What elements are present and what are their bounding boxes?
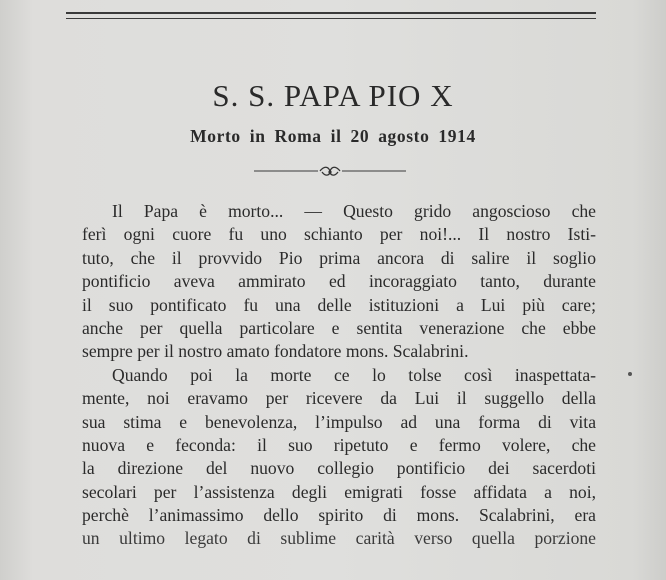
text-line: sempre per il nostro amato fondatore mons. Scalabrini. xyxy=(82,341,469,362)
text-line: Quando poi la morte ce lo tolse così inaspettata- xyxy=(112,364,596,385)
text-line: la direzione del nuovo collegio pontificio dei sacerdoti xyxy=(82,458,596,479)
text-line: ferì ogni cuore fu uno schianto per noi!... Il nostro Isti- xyxy=(82,224,596,245)
paragraph-1 xyxy=(82,200,596,364)
top-double-rule-upper xyxy=(66,12,596,14)
text-line: nuova e feconda: il suo ripetuto e fermo volere, che xyxy=(82,434,596,455)
text-line: perchè l’animassimo dello spirito di mons. Scalabrini, era xyxy=(82,505,596,526)
text-line: mente, noi eravamo per ricevere da Lui il suggello della xyxy=(82,388,596,409)
article-subtitle: Morto in Roma il 20 agosto 1914 xyxy=(190,126,476,146)
paper-speck xyxy=(628,372,632,376)
text-line: tuto, che il provvido Pio prima ancora di salire il soglio xyxy=(82,247,596,268)
text-line-cut-off: un ultimo legato di sublime carità verso quella porzione xyxy=(82,528,596,549)
text-line: secolari per l’assistenza degli emigrati fosse affidata a noi, xyxy=(82,481,596,502)
text-line: anche per quella particolare e sentita venerazione che ebbe xyxy=(82,317,596,338)
top-double-rule-lower xyxy=(66,18,596,19)
text-line: sua stima e benevolenza, l’impulso ad una forma di vita xyxy=(82,411,596,432)
paragraph-2 xyxy=(82,364,596,549)
text-line: Il Papa è morto... — Questo grido angoscioso che xyxy=(112,201,596,221)
fleuron-divider-icon xyxy=(254,164,406,180)
article-body xyxy=(82,200,596,549)
article-title: S. S. PAPA PIO X xyxy=(212,78,454,113)
text-line: il suo pontificato fu una delle istituzioni a Lui più care; xyxy=(82,294,596,315)
text-line: pontificio aveva ammirato ed incoraggiato tanto, durante xyxy=(82,271,596,292)
